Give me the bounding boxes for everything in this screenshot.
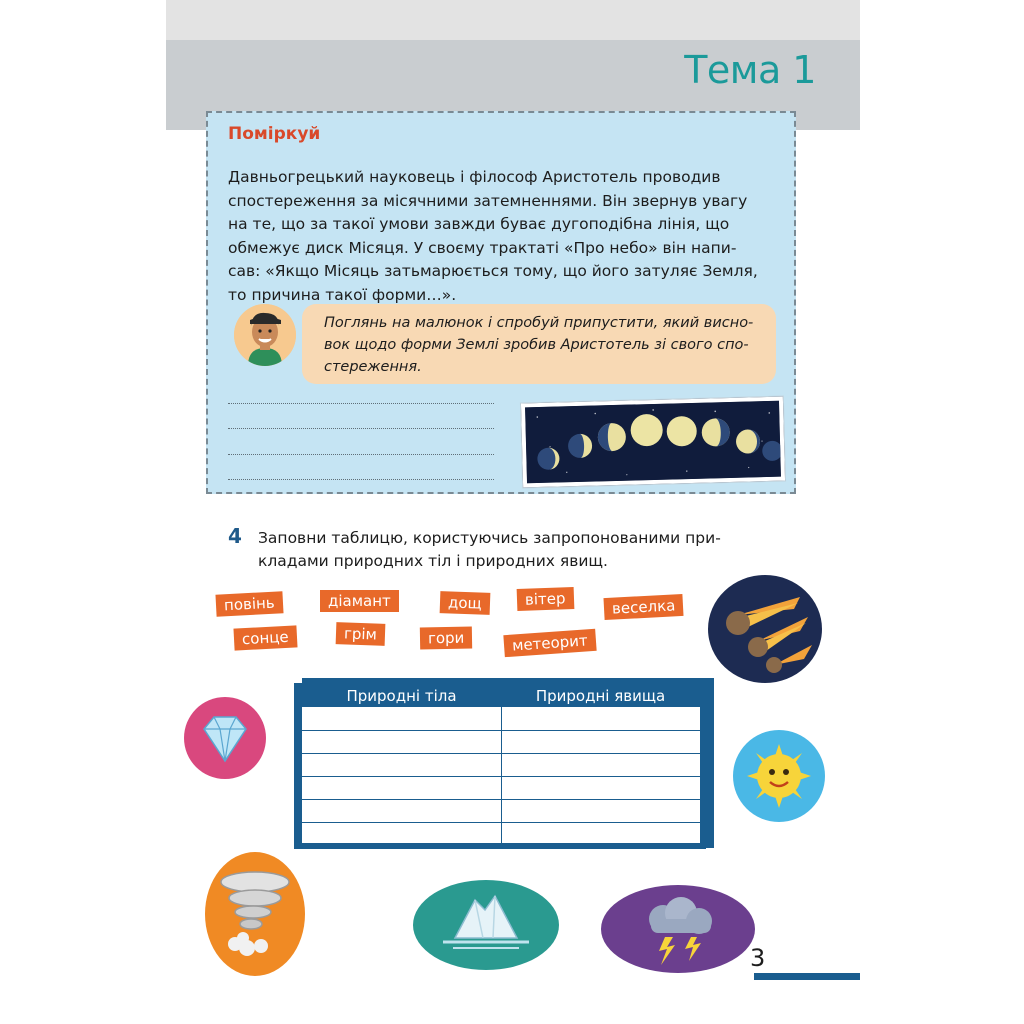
think-box-text: Давньогрецький науковець і філософ Аристотель проводив спостереження за місячними затемненнями. Він звернув увагу на те, що за такої умови завжди буває дугоподібна лінія, що обмежує диск Місяця. У своєму трактаті «Про небо» він напи- сав: «Якщо Місяць затьмарюється тому, що його затуляє Земля, то причина такої форми…». — [228, 168, 758, 304]
table-row-divider — [302, 822, 700, 823]
word-tag[interactable]: дощ — [440, 591, 490, 615]
word-tag[interactable]: діамант — [320, 590, 399, 612]
table-header-phenomena: Природні явища — [535, 687, 666, 705]
word-tag[interactable]: грім — [336, 622, 386, 646]
top-band — [166, 0, 860, 40]
diamond-icon — [184, 697, 266, 779]
lunar-eclipse-image — [521, 397, 785, 488]
table-body[interactable] — [302, 707, 700, 843]
meteorite-icon — [708, 575, 822, 683]
word-tag[interactable]: вітер — [517, 587, 574, 611]
hint-text: Поглянь на малюнок і спробуй припустити, який висно- вок щодо форми Землі зробив Аристотель зі свого спо- стереження. — [324, 315, 754, 375]
task-number: 4 — [228, 524, 242, 548]
word-tag[interactable]: сонце — [233, 625, 297, 650]
answer-line[interactable] — [228, 454, 494, 455]
table-row-divider — [302, 799, 700, 800]
table-header-bodies: Природні тіла — [346, 687, 457, 705]
footer-bar — [754, 973, 860, 980]
think-box-title: Поміркуй — [228, 124, 321, 144]
theme-title: Тема 1 — [684, 48, 816, 92]
page-number: 3 — [750, 944, 766, 972]
word-tag[interactable]: гори — [420, 627, 473, 650]
answer-line[interactable] — [228, 403, 494, 404]
table-row-divider — [302, 776, 700, 777]
thunderstorm-icon — [601, 885, 755, 973]
iceberg-icon — [413, 880, 559, 970]
sun-icon — [733, 730, 825, 822]
table-row-divider — [302, 753, 700, 754]
classification-table — [294, 683, 714, 853]
student-avatar-icon — [234, 304, 296, 366]
answer-line[interactable] — [228, 479, 494, 480]
answer-line[interactable] — [228, 428, 494, 429]
tornado-icon — [205, 852, 305, 976]
task-text: Заповни таблицю, користуючись запропонованими при- кладами природних тіл і природних явищ. — [258, 529, 721, 570]
table-row-divider — [302, 730, 700, 731]
word-tag[interactable]: веселка — [603, 594, 683, 620]
word-tag[interactable]: повінь — [215, 591, 283, 616]
word-tag[interactable]: метеорит — [503, 629, 596, 657]
